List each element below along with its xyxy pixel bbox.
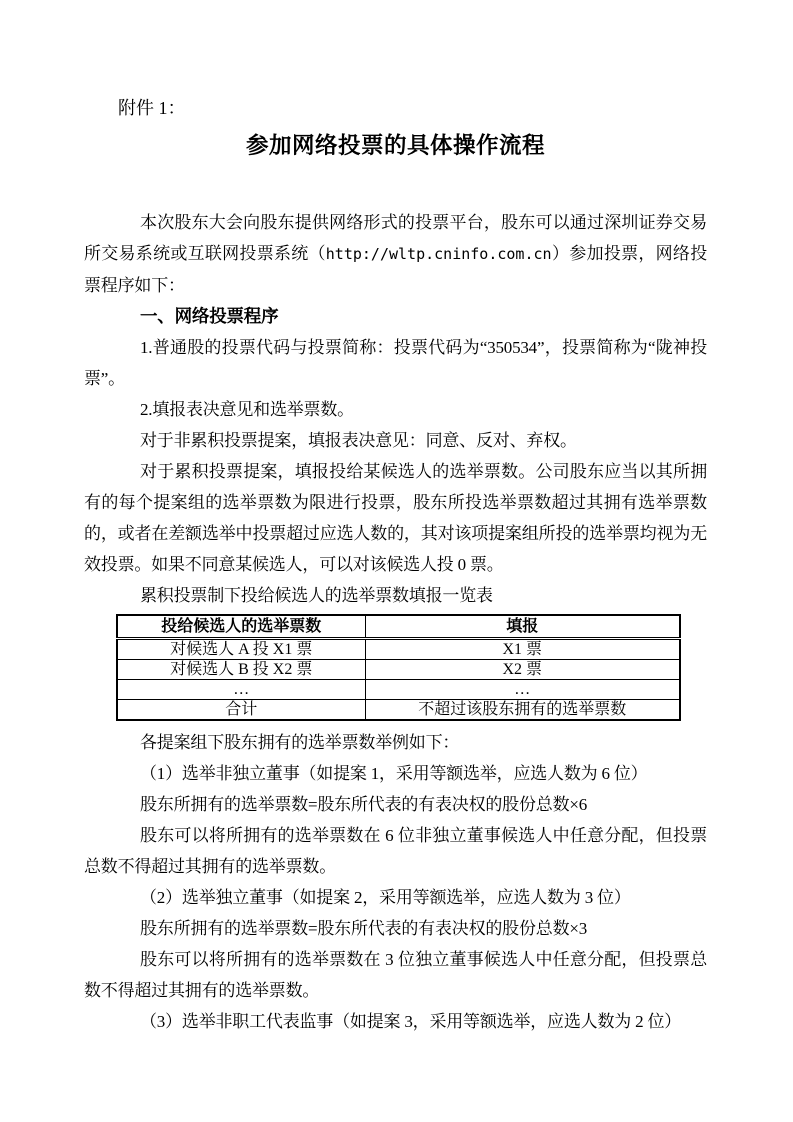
table-caption: 累积投票制下投给候选人的选举票数填报一览表 xyxy=(140,586,493,605)
table-row-candidate-a xyxy=(117,639,680,660)
document-body xyxy=(84,207,707,1037)
cell-candidate-a-votes: 对候选人 A 投 X1 票 xyxy=(117,639,365,660)
intro-paragraph xyxy=(84,207,707,301)
intro-text-pre: 本次股东大会向股东提供网络形式的投票平台，股东可以通过深圳证券交易所交易系统或互联网投票系统（ xyxy=(84,213,707,263)
cell-ellipsis-fill: … xyxy=(365,680,680,700)
example-1-line-1: （1）选举非独立董事（如提案 1，采用等额选举，应选人数为 6 位） xyxy=(140,764,648,783)
item-fill-in-opinions: 2.填报表决意见和选举票数。 xyxy=(140,400,354,419)
table-header-votes-for-candidate: 投给候选人的选举票数 xyxy=(117,615,365,639)
cell-candidate-b-fill: X2 票 xyxy=(365,660,680,680)
example-1-line-2: 股东所拥有的选举票数=股东所代表的有表决权的股份总数×6 xyxy=(140,795,588,814)
example-2-line-3: 股东可以将所拥有的选举票数在 3 位独立董事候选人中任意分配，但投票总数不得超过其拥有的选举票数。 xyxy=(84,950,707,1000)
voting-site-url: http://wltp.cninfo.com.cn xyxy=(325,245,552,263)
example-2-line-1: （2）选举独立董事（如提案 2，采用等额选举，应选人数为 3 位） xyxy=(140,888,631,907)
table-row-candidate-b xyxy=(117,660,680,680)
document-title: 参加网络投票的具体操作流程 xyxy=(245,133,545,158)
table-row-total xyxy=(117,700,680,721)
table-header-row xyxy=(117,615,680,639)
table-row-ellipsis xyxy=(117,680,680,700)
para-non-cumulative: 对于非累积投票提案，填报表决意见：同意、反对、弃权。 xyxy=(140,431,577,450)
table-header-fill-in: 填报 xyxy=(365,615,680,639)
cell-candidate-b-votes: 对候选人 B 投 X2 票 xyxy=(117,660,365,680)
para-cumulative: 对于累积投票提案，填报投给某候选人的选举票数。公司股东应当以其所拥有的每个提案组的选举票数为限进行投票，股东所投选举票数超过其拥有选举票数的，或者在差额选举中投票超过应选人数的，其对该项提案组所投的选举票均视为无效投票。如果不同意某候选人，可以对该候选人投 0 票。 xyxy=(84,462,707,574)
cell-candidate-a-fill: X1 票 xyxy=(365,639,680,660)
example-1-line-3: 股东可以将所拥有的选举票数在 6 位非独立董事候选人中任意分配，但投票总数不得超过其拥有的选举票数。 xyxy=(84,826,707,876)
intro-text-post: ）参加投票，网络投票程序如下： xyxy=(84,244,707,295)
item-voting-code: 1.普通股的投票代码与投票简称：投票代码为“350534”，投票简称为“陇神投票”。 xyxy=(84,338,707,388)
cell-total-fill: 不超过该股东拥有的选举票数 xyxy=(365,700,680,721)
cumulative-vote-table xyxy=(116,614,681,721)
cell-total-label: 合计 xyxy=(117,700,365,721)
examples-intro: 各提案组下股东拥有的选举票数举例如下： xyxy=(140,733,460,752)
example-3-line-1: （3）选举非职工代表监事（如提案 3，采用等额选举，应选人数为 2 位） xyxy=(140,1012,682,1031)
attachment-label: 附件 1： xyxy=(118,98,186,118)
cell-ellipsis-votes: … xyxy=(117,680,365,700)
example-2-line-2: 股东所拥有的选举票数=股东所代表的有表决权的股份总数×3 xyxy=(140,919,588,938)
section-heading-network-voting-procedure: 一、网络投票程序 xyxy=(140,306,279,326)
